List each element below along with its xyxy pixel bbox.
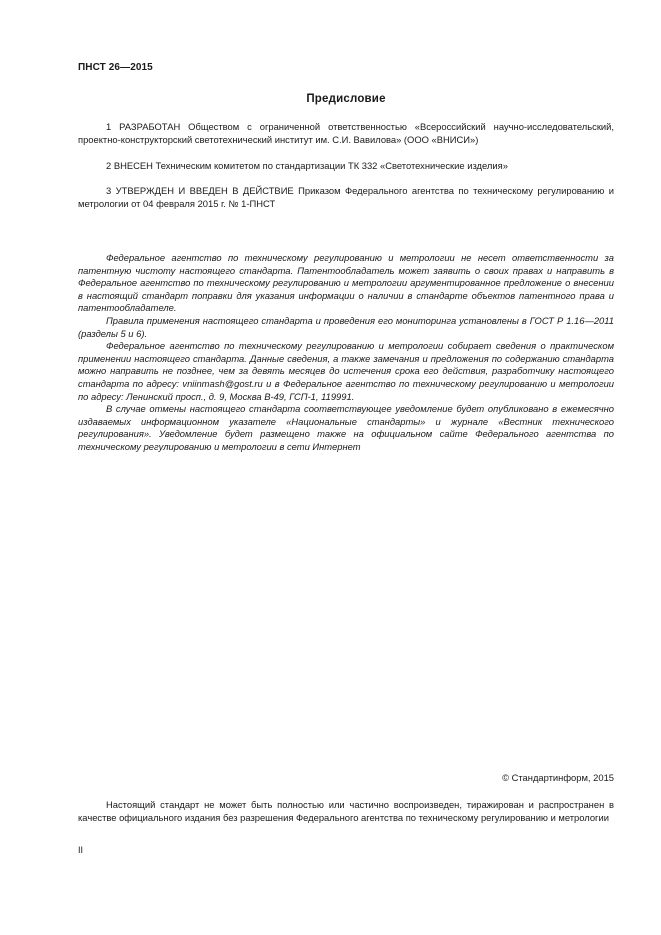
notice-paragraph: Федеральное агентство по техническому регулированию и метрологии собирает сведения о практическом применении настоящего стандарта. Данные сведения, а также замечания и предложения по содержанию стандарта можно направить не позднее, чем за девять месяцев до истечения срока его действия, разработчику настоящего стандарта по адресу: vniinmash@gost.ru и в Федеральное агентство по техническому регулированию и метрологии по адресу: Ленинский просп., д. 9, Москва В-49, ГСП-1, 119991.	[78, 340, 614, 402]
preface-item-approved	[78, 185, 614, 210]
document-code: ПНСТ 26—2015	[78, 62, 153, 73]
notice-paragraph: Правила применения настоящего стандарта и проведения его мониторинга установлены в ГОСТ Р 1.16—2011 (разделы 5 и 6).	[78, 314, 614, 339]
reproduction-notice	[78, 799, 614, 824]
notice-paragraph: В случае отмены настоящего стандарта соответствующее уведомление будет опубликовано в ежемесячно издаваемых информационном указателе «Национальные стандарты» и журнале «Вестник технического регулирования». Уведомление будет размещено также на официальном сайте Федерального агентства по техническому регулированию и метрологии в сети Интернет	[78, 403, 614, 452]
reproduction-paragraph: Настоящий стандарт не может быть полностью или частично воспроизведен, тиражирован и распространен в качестве официального издания без разрешения Федерального агентства по техническому регулированию и метрологии	[78, 799, 614, 823]
preface-paragraph: 1 РАЗРАБОТАН Обществом с ограниченной ответственностью «Всероссийский научно-исследовательский, проектно-конструкторский светотехнический институт им. С.И. Вавилова» (ООО «ВНИСИ»)	[78, 121, 614, 145]
preface-paragraph: 3 УТВЕРЖДЕН И ВВЕДЕН В ДЕЙСТВИЕ Приказом Федерального агентства по техническому регулированию и метрологии от 04 февраля 2015 г. № 1-ПНСТ	[78, 185, 614, 209]
patent-notice-block	[78, 252, 614, 454]
page-title: Предисловие	[306, 93, 386, 105]
preface-item-introduced	[78, 160, 614, 173]
page-number: II	[78, 845, 84, 855]
notice-paragraph: Федеральное агентство по техническому регулированию и метрологии не несет ответственности за патентную чистоту настоящего стандарта. Патентообладатель может заявить о своих правах и направить в Федеральное агентство по техническому регулированию и метрологии аргументированное предложение о внесении в настоящий стандарт поправки для указания информации о наличии в стандарте объектов патентного права и патентообладателе.	[78, 252, 614, 314]
preface-item-developed	[78, 121, 614, 146]
copyright-line: © Стандартинформ, 2015	[502, 772, 614, 783]
preface-paragraph: 2 ВНЕСЕН Техническим комитетом по стандартизации ТК 332 «Светотехнические изделия»	[106, 160, 508, 171]
